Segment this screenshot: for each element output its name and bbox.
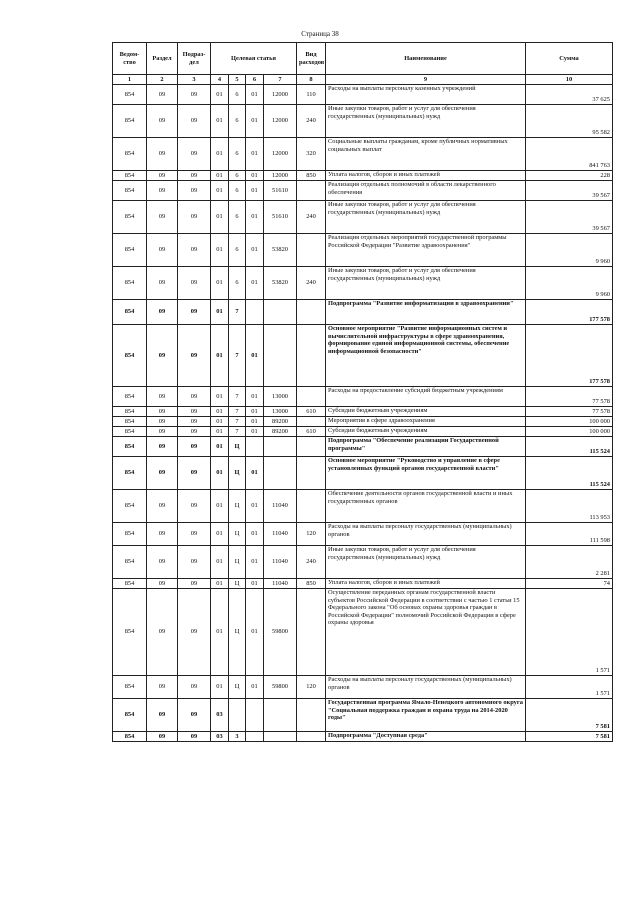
subsection-code: 09 <box>178 427 211 437</box>
subsection-code: 09 <box>178 105 211 138</box>
subsection-code: 09 <box>178 546 211 579</box>
table-row <box>113 85 613 105</box>
event-code <box>246 732 264 742</box>
program-code: 01 <box>211 437 229 457</box>
subsection-code: 09 <box>178 181 211 201</box>
table-row <box>113 300 613 325</box>
department-code: 854 <box>113 546 147 579</box>
subprogram-code: 3 <box>229 732 246 742</box>
section-code: 09 <box>147 407 178 417</box>
event-code: 01 <box>246 579 264 589</box>
item-name: Социальные выплаты гражданам, кроме публичных нормативных социальных выплат <box>326 138 526 171</box>
department-code: 854 <box>113 181 147 201</box>
department-code: 854 <box>113 407 147 417</box>
section-code: 09 <box>147 546 178 579</box>
event-code: 01 <box>246 490 264 523</box>
subprogram-code: Ц <box>229 579 246 589</box>
budget-table <box>112 42 613 742</box>
item-sum: 113 953 <box>526 490 613 523</box>
item-sum: 95 582 <box>526 105 613 138</box>
section-code: 09 <box>147 579 178 589</box>
section-code: 09 <box>147 589 178 676</box>
program-code: 01 <box>211 138 229 171</box>
item-sum: 177 578 <box>526 325 613 387</box>
item-name: Иные закупки товаров, работ и услуг для обеспечения государственных (муниципальных) нужд <box>326 546 526 579</box>
item-sum: 7 581 <box>526 732 613 742</box>
column-number: 7 <box>264 75 297 85</box>
department-code: 854 <box>113 427 147 437</box>
department-code: 854 <box>113 105 147 138</box>
article-code: 11040 <box>264 490 297 523</box>
department-code: 854 <box>113 300 147 325</box>
event-code: 01 <box>246 325 264 387</box>
section-code: 09 <box>147 427 178 437</box>
subsection-code: 09 <box>178 732 211 742</box>
subprogram-code: Ц <box>229 490 246 523</box>
item-name: Основное мероприятие "Руководство и управление в сфере установленных функций органов государственной власти" <box>326 457 526 490</box>
section-code: 09 <box>147 267 178 300</box>
expense-type-code: 240 <box>297 201 326 234</box>
program-code: 01 <box>211 85 229 105</box>
section-code: 09 <box>147 234 178 267</box>
item-name: Подпрограмма "Обеспечение реализации Государственной программы" <box>326 437 526 457</box>
article-code: 59800 <box>264 589 297 676</box>
column-number: 5 <box>229 75 246 85</box>
subsection-code: 09 <box>178 85 211 105</box>
header-sum: Сумма <box>526 43 613 75</box>
subsection-code: 09 <box>178 589 211 676</box>
program-code: 01 <box>211 181 229 201</box>
department-code: 854 <box>113 699 147 732</box>
event-code: 01 <box>246 457 264 490</box>
article-code: 11040 <box>264 546 297 579</box>
item-name: Мероприятия в сфере здравоохранения <box>326 417 526 427</box>
column-number-row <box>113 75 613 85</box>
event-code: 01 <box>246 171 264 181</box>
expense-type-code <box>297 437 326 457</box>
program-code: 01 <box>211 300 229 325</box>
header-name: Наименование <box>326 43 526 75</box>
expense-type-code <box>297 732 326 742</box>
expense-type-code: 120 <box>297 523 326 546</box>
item-sum: 77 578 <box>526 387 613 407</box>
header-expense-type: Вид расходов <box>297 43 326 75</box>
section-code: 09 <box>147 417 178 427</box>
column-number: 6 <box>246 75 264 85</box>
article-code: 59800 <box>264 676 297 699</box>
item-sum: 115 524 <box>526 457 613 490</box>
program-code: 03 <box>211 699 229 732</box>
program-code: 01 <box>211 523 229 546</box>
table-row <box>113 417 613 427</box>
subprogram-code: 7 <box>229 417 246 427</box>
program-code: 01 <box>211 201 229 234</box>
event-code <box>246 699 264 732</box>
program-code: 01 <box>211 387 229 407</box>
article-code <box>264 300 297 325</box>
article-code: 12000 <box>264 105 297 138</box>
table-row <box>113 523 613 546</box>
subsection-code: 09 <box>178 138 211 171</box>
subsection-code: 09 <box>178 523 211 546</box>
item-name: Иные закупки товаров, работ и услуг для обеспечения государственных (муниципальных) нужд <box>326 267 526 300</box>
item-name: Расходы на выплаты персоналу государственных (муниципальных) органов <box>326 523 526 546</box>
event-code: 01 <box>246 181 264 201</box>
item-sum: 74 <box>526 579 613 589</box>
item-name: Подпрограмма "Доступная среда" <box>326 732 526 742</box>
section-code: 09 <box>147 181 178 201</box>
program-code: 01 <box>211 676 229 699</box>
subprogram-code: 7 <box>229 325 246 387</box>
subprogram-code: 6 <box>229 181 246 201</box>
section-code: 09 <box>147 699 178 732</box>
department-code: 854 <box>113 267 147 300</box>
subprogram-code: 7 <box>229 387 246 407</box>
department-code: 854 <box>113 171 147 181</box>
section-code: 09 <box>147 171 178 181</box>
program-code: 01 <box>211 579 229 589</box>
column-number: 10 <box>526 75 613 85</box>
item-sum: 2 281 <box>526 546 613 579</box>
expense-type-code: 110 <box>297 85 326 105</box>
article-code <box>264 732 297 742</box>
expense-type-code: 240 <box>297 546 326 579</box>
item-sum: 77 578 <box>526 407 613 417</box>
table-row <box>113 732 613 742</box>
expense-type-code <box>297 234 326 267</box>
article-code <box>264 457 297 490</box>
event-code: 01 <box>246 417 264 427</box>
item-name: Расходы на предоставление субсидий бюджетным учреждениям <box>326 387 526 407</box>
subprogram-code: 6 <box>229 171 246 181</box>
expense-type-code: 850 <box>297 579 326 589</box>
subprogram-code: 6 <box>229 85 246 105</box>
header-subsection: Подраз- дел <box>178 43 211 75</box>
expense-type-code <box>297 457 326 490</box>
expense-type-code: 850 <box>297 171 326 181</box>
department-code: 854 <box>113 417 147 427</box>
item-name: Расходы на выплаты персоналу государственных (муниципальных) органов <box>326 676 526 699</box>
program-code: 01 <box>211 546 229 579</box>
section-code: 09 <box>147 457 178 490</box>
subsection-code: 09 <box>178 171 211 181</box>
subsection-code: 09 <box>178 234 211 267</box>
program-code: 01 <box>211 171 229 181</box>
program-code: 01 <box>211 490 229 523</box>
event-code: 01 <box>246 523 264 546</box>
expense-type-code: 240 <box>297 267 326 300</box>
column-number: 8 <box>297 75 326 85</box>
item-name: Уплата налогов, сборов и иных платежей <box>326 171 526 181</box>
subprogram-code: 6 <box>229 267 246 300</box>
column-number: 2 <box>147 75 178 85</box>
item-sum: 9 960 <box>526 267 613 300</box>
table-row <box>113 699 613 732</box>
event-code: 01 <box>246 267 264 300</box>
item-sum: 115 524 <box>526 437 613 457</box>
expense-type-code <box>297 490 326 523</box>
article-code: 12000 <box>264 138 297 171</box>
department-code: 854 <box>113 85 147 105</box>
item-name: Осуществление переданных органам государственной власти субъектов Российской Федерации в соответствии с частью 1 статьи 15 Федерального закона "Об основах охраны здоровья граждан в Российской Федерации" полномочий Российской Федерации в сфере охраны здоровья <box>326 589 526 676</box>
event-code: 01 <box>246 138 264 171</box>
event-code <box>246 437 264 457</box>
program-code: 01 <box>211 267 229 300</box>
item-sum: 39 567 <box>526 201 613 234</box>
event-code: 01 <box>246 387 264 407</box>
table-row <box>113 490 613 523</box>
article-code: 89200 <box>264 427 297 437</box>
table-row <box>113 181 613 201</box>
item-sum: 177 578 <box>526 300 613 325</box>
section-code: 09 <box>147 732 178 742</box>
column-number: 3 <box>178 75 211 85</box>
subsection-code: 09 <box>178 325 211 387</box>
article-code: 13000 <box>264 387 297 407</box>
expense-type-code: 120 <box>297 676 326 699</box>
article-code: 13000 <box>264 407 297 417</box>
table-row <box>113 171 613 181</box>
subprogram-code: Ц <box>229 523 246 546</box>
item-sum: 9 960 <box>526 234 613 267</box>
expense-type-code <box>297 181 326 201</box>
department-code: 854 <box>113 437 147 457</box>
item-sum: 111 598 <box>526 523 613 546</box>
department-code: 854 <box>113 676 147 699</box>
event-code: 01 <box>246 427 264 437</box>
event-code: 01 <box>246 105 264 138</box>
subprogram-code: Ц <box>229 546 246 579</box>
item-name: Субсидии бюджетным учреждениям <box>326 427 526 437</box>
event-code: 01 <box>246 589 264 676</box>
department-code: 854 <box>113 234 147 267</box>
subprogram-code: 7 <box>229 300 246 325</box>
table-row <box>113 589 613 676</box>
table-row <box>113 387 613 407</box>
item-name: Иные закупки товаров, работ и услуг для обеспечения государственных (муниципальных) нужд <box>326 201 526 234</box>
subsection-code: 09 <box>178 676 211 699</box>
article-code: 51610 <box>264 201 297 234</box>
table-row <box>113 427 613 437</box>
subsection-code: 09 <box>178 417 211 427</box>
table-row <box>113 546 613 579</box>
subprogram-code: 6 <box>229 201 246 234</box>
item-sum: 39 567 <box>526 181 613 201</box>
item-sum: 1 571 <box>526 676 613 699</box>
section-code: 09 <box>147 676 178 699</box>
event-code <box>246 300 264 325</box>
subprogram-code: Ц <box>229 437 246 457</box>
expense-type-code <box>297 699 326 732</box>
subsection-code: 09 <box>178 457 211 490</box>
subprogram-code <box>229 699 246 732</box>
department-code: 854 <box>113 201 147 234</box>
article-code <box>264 325 297 387</box>
table-row <box>113 138 613 171</box>
expense-type-code <box>297 417 326 427</box>
header-row <box>113 43 613 75</box>
item-sum: 228 <box>526 171 613 181</box>
program-code: 01 <box>211 427 229 437</box>
subprogram-code: 6 <box>229 138 246 171</box>
event-code: 01 <box>246 201 264 234</box>
article-code: 51610 <box>264 181 297 201</box>
article-code <box>264 699 297 732</box>
department-code: 854 <box>113 523 147 546</box>
article-code: 12000 <box>264 171 297 181</box>
subprogram-code: Ц <box>229 589 246 676</box>
program-code: 01 <box>211 234 229 267</box>
header-target-article: Целевая статья <box>211 43 297 75</box>
item-sum: 1 571 <box>526 589 613 676</box>
subsection-code: 09 <box>178 387 211 407</box>
article-code: 89200 <box>264 417 297 427</box>
table-row <box>113 676 613 699</box>
item-name: Реализация отдельных мероприятий государственной программы Российской Федерации "Развитие здравоохранения" <box>326 234 526 267</box>
expense-type-code: 320 <box>297 138 326 171</box>
department-code: 854 <box>113 490 147 523</box>
expense-type-code: 610 <box>297 427 326 437</box>
table-row <box>113 325 613 387</box>
item-name: Основное мероприятие "Развитие информационных систем и вычислительной инфраструктуры в сфере здравоохранения, формирование единой информационной системы, обеспечение информационной безопасности" <box>326 325 526 387</box>
item-name: Подпрограмма "Развитие информатизации в здравоохранении" <box>326 300 526 325</box>
item-name: Иные закупки товаров, работ и услуг для обеспечения государственных (муниципальных) нужд <box>326 105 526 138</box>
table-row <box>113 407 613 417</box>
expense-type-code <box>297 300 326 325</box>
subsection-code: 09 <box>178 490 211 523</box>
article-code: 53820 <box>264 267 297 300</box>
subsection-code: 09 <box>178 267 211 300</box>
section-code: 09 <box>147 437 178 457</box>
section-code: 09 <box>147 523 178 546</box>
column-number: 4 <box>211 75 229 85</box>
table-row <box>113 201 613 234</box>
department-code: 854 <box>113 387 147 407</box>
article-code: 53820 <box>264 234 297 267</box>
item-name: Государственная программа Ямало-Ненецкого автономного округа "Социальная поддержка граждан и охрана труда на 2014-2020 годы" <box>326 699 526 732</box>
program-code: 01 <box>211 105 229 138</box>
department-code: 854 <box>113 732 147 742</box>
section-code: 09 <box>147 387 178 407</box>
item-name: Обеспечение деятельности органов государственной власти и иных государственных органов <box>326 490 526 523</box>
expense-type-code: 610 <box>297 407 326 417</box>
department-code: 854 <box>113 325 147 387</box>
section-code: 09 <box>147 201 178 234</box>
item-name: Реализация отдельных полномочий в области лекарственного обеспечения <box>326 181 526 201</box>
article-code: 11040 <box>264 579 297 589</box>
header-department: Ведом- ство <box>113 43 147 75</box>
item-name: Субсидии бюджетным учреждениям <box>326 407 526 417</box>
section-code: 09 <box>147 138 178 171</box>
table-row <box>113 579 613 589</box>
event-code: 01 <box>246 85 264 105</box>
department-code: 854 <box>113 579 147 589</box>
item-sum: 100 000 <box>526 427 613 437</box>
item-sum: 841 763 <box>526 138 613 171</box>
item-sum: 100 000 <box>526 417 613 427</box>
article-code: 12000 <box>264 85 297 105</box>
section-code: 09 <box>147 105 178 138</box>
subsection-code: 09 <box>178 579 211 589</box>
item-sum: 7 581 <box>526 699 613 732</box>
expense-type-code <box>297 325 326 387</box>
event-code: 01 <box>246 234 264 267</box>
page-number-label: Страница 38 <box>301 30 339 38</box>
subsection-code: 09 <box>178 699 211 732</box>
department-code: 854 <box>113 457 147 490</box>
program-code: 01 <box>211 457 229 490</box>
program-code: 03 <box>211 732 229 742</box>
event-code: 01 <box>246 676 264 699</box>
expense-type-code <box>297 589 326 676</box>
item-name: Расходы на выплаты персоналу казенных учреждений <box>326 85 526 105</box>
program-code: 01 <box>211 325 229 387</box>
table-row <box>113 105 613 138</box>
program-code: 01 <box>211 407 229 417</box>
department-code: 854 <box>113 138 147 171</box>
subprogram-code: 7 <box>229 427 246 437</box>
subprogram-code: 6 <box>229 105 246 138</box>
department-code: 854 <box>113 589 147 676</box>
item-sum: 37 625 <box>526 85 613 105</box>
column-number: 9 <box>326 75 526 85</box>
article-code <box>264 437 297 457</box>
subprogram-code: Ц <box>229 676 246 699</box>
section-code: 09 <box>147 325 178 387</box>
item-name: Уплата налогов, сборов и иных платежей <box>326 579 526 589</box>
program-code: 01 <box>211 589 229 676</box>
subprogram-code: 6 <box>229 234 246 267</box>
expense-type-code: 240 <box>297 105 326 138</box>
header-section: Раздел <box>147 43 178 75</box>
table-row <box>113 437 613 457</box>
expense-type-code <box>297 387 326 407</box>
section-code: 09 <box>147 85 178 105</box>
subsection-code: 09 <box>178 407 211 417</box>
subsection-code: 09 <box>178 300 211 325</box>
subsection-code: 09 <box>178 437 211 457</box>
table-row <box>113 457 613 490</box>
subsection-code: 09 <box>178 201 211 234</box>
subprogram-code: Ц <box>229 457 246 490</box>
column-number: 1 <box>113 75 147 85</box>
program-code: 01 <box>211 417 229 427</box>
section-code: 09 <box>147 490 178 523</box>
event-code: 01 <box>246 407 264 417</box>
table-row <box>113 234 613 267</box>
subprogram-code: 7 <box>229 407 246 417</box>
article-code: 11040 <box>264 523 297 546</box>
event-code: 01 <box>246 546 264 579</box>
table-row <box>113 267 613 300</box>
section-code: 09 <box>147 300 178 325</box>
